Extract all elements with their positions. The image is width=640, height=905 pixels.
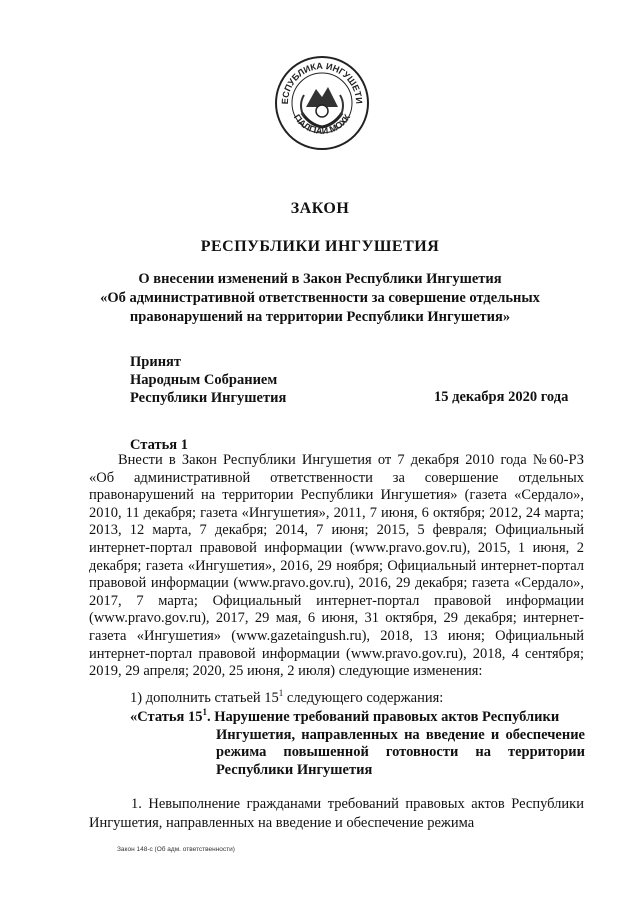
svg-text:ГIАЛГIАЙ МОХК: ГIАЛГIАЙ МОХК xyxy=(291,112,353,137)
article-15-1-superscript: 1 xyxy=(202,707,207,718)
article-1-text: Внести в Закон Республики Ингушетия от 7 декабря 2010 года №60-РЗ «Об административной ответственности за совершение отдельных правонарушений на территории Республики Ингушетия» (газета «Сердало», 2010, 11 декабря; газета «Ингушетия», 2011, 7 июня, 6 октября; 2012, 24 марта; 2013, 12 марта, 7 декабря; 2014, 7 июня; 2015, 5 февраля; Официальный интернет-портал правовой информации (www.pravo.gov.ru), 2015, 1 июня, 2 декабря; газета «Ингушетия», 2016, 29 ноября; Официальный интернет-портал правовой информации (www.pravo.gov.ru), 2016, 29 декабря; газета «Сердало», 2017, 7 марта; Официальный интернет-портал правовой информации (www.pravo.gov.ru), 2017, 29 мая, 6 июня, 31 октября, 29 декабря; интернет-газета «Ингушетия» (www.gazetaingush.ru), 2018, 13 июня; Официальный интернет-портал правовой информации (www.pravo.gov.ru), 2018, 4 сентября; 2019, 29 апреля; 2020, 25 июня, 2 июля) следующие изменения: xyxy=(89,452,584,680)
law-title-line: О внесении изменений в Закон Республики Ингушетия xyxy=(138,271,502,287)
document-title: ЗАКОН xyxy=(290,200,350,217)
article-15-1-title-start: . Нарушение требований правовых актов Республики xyxy=(206,709,560,725)
article-15-1-heading xyxy=(130,709,585,779)
adopted-block xyxy=(130,353,286,407)
article-1-heading: Статья 1 xyxy=(130,437,188,453)
adoption-date: 15 декабря 2020 года xyxy=(434,389,569,405)
item-1-text-end: следующего содержания: xyxy=(283,690,444,706)
law-title-line: правонарушений на территории Республики Ингушетия» xyxy=(129,309,511,325)
article-1-item-1 xyxy=(130,690,443,707)
item-1-text: 1) дополнить статьей 15 xyxy=(130,690,279,706)
item-1-superscript: 1 xyxy=(278,688,284,699)
emblem-seal-icon xyxy=(274,55,370,151)
law-title xyxy=(60,270,580,327)
adopted-line: Принят xyxy=(130,354,182,370)
footer-note: Закон 148-с (Об адм. ответственности) xyxy=(117,846,235,853)
adopted-line: Народным Собранием xyxy=(130,372,278,388)
article-15-1-title-first xyxy=(130,709,585,727)
emblem xyxy=(274,55,370,151)
article-15-1-prefix: «Статья 15 xyxy=(130,709,203,725)
adopted-line: Республики Ингушетия xyxy=(130,390,287,406)
article-15-1-title-rest: Ингушетия, направленных на введение и обеспечение режима повышенной готовности на территории Республики Ингушетия xyxy=(216,726,585,778)
law-title-line: «Об административной ответственности за совершение отдельных xyxy=(100,290,540,306)
svg-text:РЕСПУБЛИКА ИНГУШЕТИЯ: ЕСПУБЛИКА ИНГУШЕТИ xyxy=(279,60,365,105)
document-subtitle: РЕСПУБЛИКИ ИНГУШЕТИЯ xyxy=(200,238,440,255)
paragraph-1: 1. Невыполнение гражданами требований правовых актов Республики Ингушетия, направленных на введение и обеспечение режима xyxy=(89,796,584,831)
